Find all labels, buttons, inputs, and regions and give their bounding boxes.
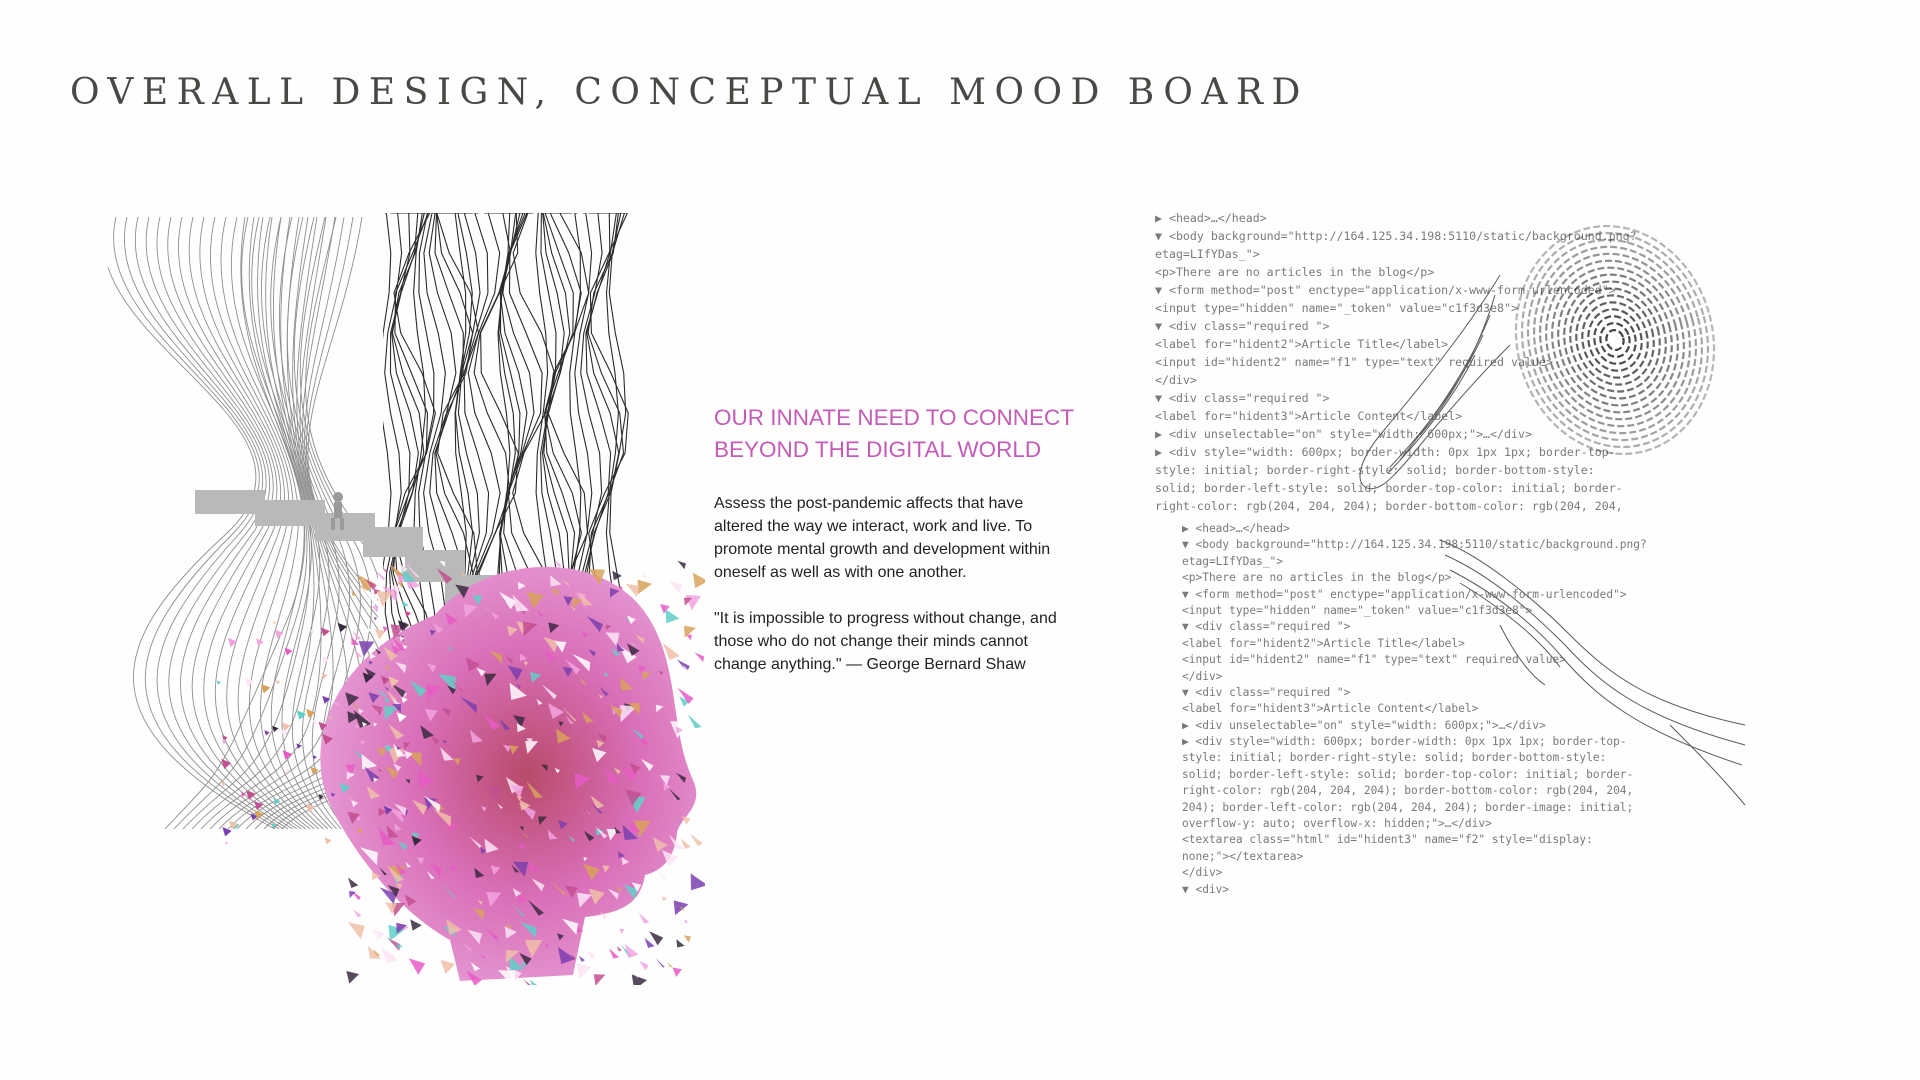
code-line: etag=LIfYDas_"> [1182, 554, 1284, 568]
code-line: <input id="hident2" name="f1" type="text" required value> [1155, 355, 1553, 369]
section-heading [714, 402, 1134, 466]
code-line: ▶ <head>…</head> [1182, 522, 1290, 535]
code-line: ▼ <body background="http://164.125.34.198:5110/static/background.png? [1155, 229, 1637, 243]
quote-line: "It is impossible to progress without change, and [714, 610, 1057, 627]
code-line: ▶ <div style="width: 600px; border-width: 0px 1px 1px; border-top- [1155, 445, 1616, 459]
code-line: </div> [1182, 669, 1223, 683]
code-line: ▶ <div style="width: 600px; border-width: 0px 1px 1px; border-top- [1182, 735, 1627, 749]
code-line: ▼ <div class="required "> [1155, 319, 1330, 333]
code-line: ▶ <head>…</head> [1155, 211, 1267, 225]
code-line: </div> [1182, 866, 1223, 880]
code-line: ▶ <div unselectable="on" style="width: 600px;">…</div> [1182, 718, 1546, 732]
collage-right-image [1150, 205, 1760, 925]
code-line: style: initial; border-right-style: solid; border-bottom-style: [1155, 463, 1595, 477]
code-line: overflow-y: auto; overflow-x: hidden;">…</div> [1182, 817, 1492, 831]
code-line: <label for="hident3">Article Content</label> [1155, 409, 1463, 423]
code-line: <label for="hident3">Article Content</label> [1182, 702, 1479, 716]
quote-line: those who do not change their minds cannot [714, 633, 1028, 650]
code-line: <input id="hident2" name="f1" type="text" required value> [1182, 653, 1566, 667]
code-line: <label for="hident2">Article Title</label> [1155, 337, 1449, 351]
fingerprint-icon [1150, 205, 1760, 925]
description-line: promote mental growth and development within [714, 541, 1051, 558]
quote-paragraph [714, 607, 1134, 676]
collage-left-image [105, 205, 705, 985]
code-line: 204); border-left-color: rgb(204, 204, 204); border-image: initial; [1182, 800, 1634, 814]
shattered-head-icon [105, 205, 705, 985]
intro-text-block [714, 402, 1134, 676]
description-line: oneself as well as with one another. [714, 564, 967, 581]
description-line: altered the way we interact, work and live. To [714, 518, 1033, 535]
code-line: ▼ <div class="required "> [1155, 391, 1330, 405]
code-line: ▼ <body background="http://164.125.34.198:5110/static/background.png? [1182, 538, 1647, 552]
code-line: ▶ <div unselectable="on" style="width: 600px;">…</div> [1155, 427, 1532, 441]
description-paragraph [714, 492, 1134, 584]
code-line: <p>There are no articles in the blog</p> [1155, 265, 1435, 279]
code-line: solid; border-left-style: solid; border-top-color: initial; border- [1182, 767, 1634, 781]
heading-line: OUR INNATE NEED TO CONNECT [714, 405, 1075, 430]
description-line: Assess the post-pandemic affects that have [714, 495, 1024, 512]
code-line: <label for="hident2">Article Title</label> [1182, 636, 1465, 650]
code-line: ▼ <div> [1182, 882, 1230, 896]
heading-line: BEYOND THE DIGITAL WORLD [714, 437, 1042, 462]
code-line: ▼ <div class="required "> [1182, 620, 1351, 634]
code-line: <input type="hidden" name="_token" value="c1f3d3e8"> [1155, 301, 1518, 315]
code-line: right-color: rgb(204, 204, 204); border-bottom-color: rgb(204, 204, [1182, 784, 1634, 798]
code-line: </div> [1155, 373, 1197, 387]
page-title: OVERALL DESIGN, CONCEPTUAL MOOD BOARD [70, 72, 1309, 113]
code-line: etag=LIfYDas_"> [1155, 247, 1260, 261]
code-line: right-color: rgb(204, 204, 204); border-bottom-color: rgb(204, 204, [1155, 499, 1623, 513]
code-line: <p>There are no articles in the blog</p> [1182, 571, 1452, 585]
code-line: ▼ <div class="required "> [1182, 685, 1351, 699]
hand-icon [1360, 275, 1510, 489]
code-line: ▼ <form method="post" enctype="application/x-www-form-urlencoded"> [1155, 283, 1616, 297]
code-line: none;"></textarea> [1182, 849, 1304, 863]
code-line: <input type="hidden" name="_token" value="c1f3d3e8"> [1182, 603, 1533, 617]
code-line: <textarea class="html" id="hident3" name="f2" style="display: [1182, 833, 1593, 847]
code-line: style: initial; border-right-style: solid; border-bottom-style: [1182, 751, 1607, 765]
code-line: ▼ <form method="post" enctype="application/x-www-form-urlencoded"> [1182, 587, 1627, 601]
hand-icon [1440, 540, 1745, 805]
code-line: solid; border-left-style: solid; border-top-color: initial; border- [1155, 481, 1623, 495]
quote-line: change anything." — George Bernard Shaw [714, 656, 1026, 673]
